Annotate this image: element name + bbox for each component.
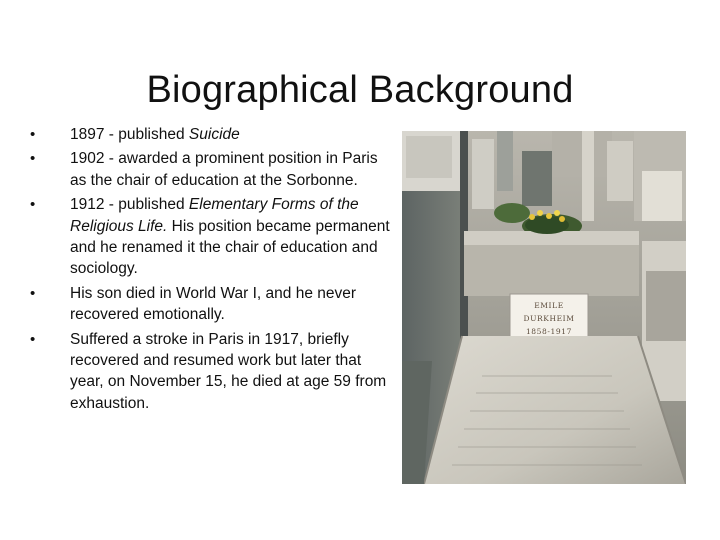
bullet-marker: • xyxy=(30,126,36,143)
bullet-text: His son died in World War I, and he never recovered emotionally. xyxy=(70,284,357,324)
bullet-marker: • xyxy=(30,330,36,348)
bullet-text: 1902 - awarded a prominent position in Paris as the chair of education at the Sorbonne. xyxy=(70,150,378,189)
bullet-text: Suffered a stroke in Paris in 1917, briefly recovered and resumed work but later that year, on November 15, he died at age 59 from exhaustion. xyxy=(70,330,387,412)
grave-photo xyxy=(402,131,686,484)
bullet-text: 1912 - published xyxy=(70,196,189,214)
plaque-line-1: EMILE xyxy=(534,301,564,310)
bullet-item xyxy=(30,148,390,191)
bullet-item xyxy=(30,283,390,326)
bullet-text-tail: His position became permanent and he renamed it the chair of education and sociology. xyxy=(70,217,390,278)
slide-title: Biographical Background xyxy=(146,69,574,112)
grave-photo-illustration xyxy=(402,131,686,484)
plaque-line-2: DURKHEIM xyxy=(523,314,575,323)
bullet-marker: • xyxy=(30,150,36,168)
bullet-item xyxy=(30,124,390,145)
planter xyxy=(464,241,639,296)
bullet-marker: • xyxy=(30,284,36,302)
bullet-item xyxy=(30,194,390,280)
bullet-text: 1897 - published xyxy=(70,126,189,143)
bullet-marker: • xyxy=(30,196,36,214)
bullet-emphasis: Elementary Forms of the Religious Life. xyxy=(70,196,359,235)
bullet-emphasis: Suicide xyxy=(188,126,240,143)
bullet-item xyxy=(30,329,390,415)
bullet-list xyxy=(30,124,390,417)
plaque-line-3: 1858-1917 xyxy=(525,327,573,336)
